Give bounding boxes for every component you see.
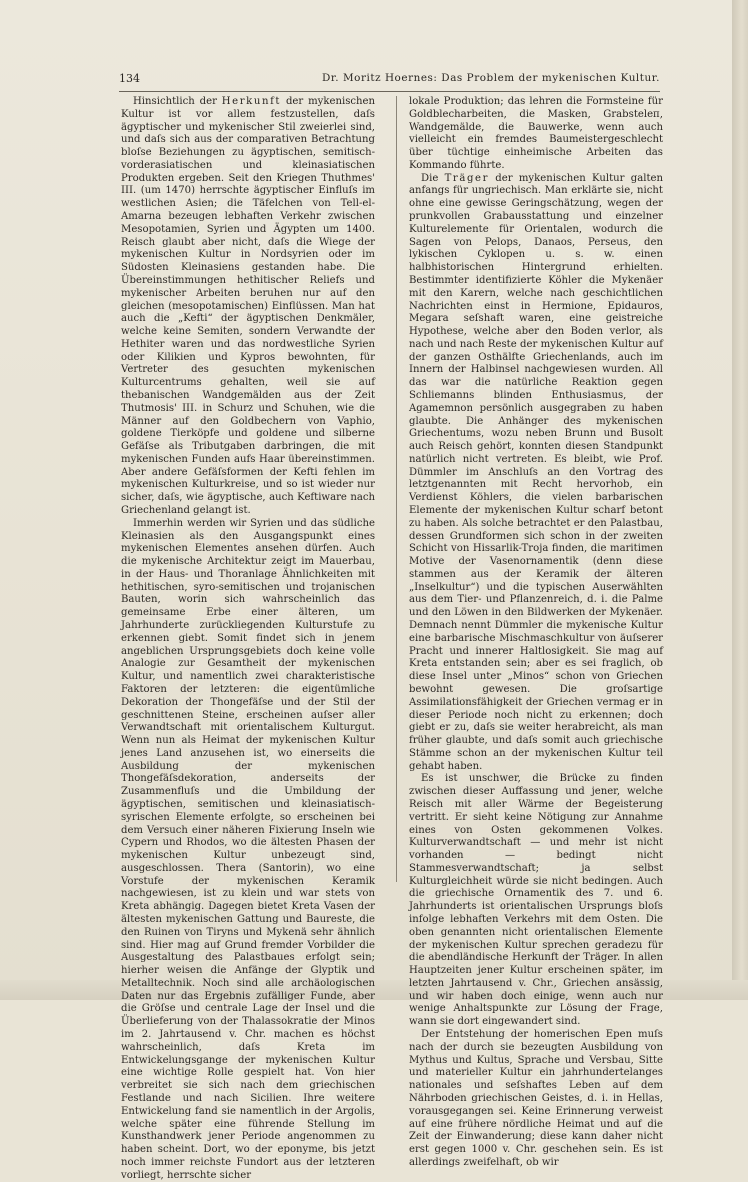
column-divider	[396, 96, 397, 882]
text-run: Hinsichtlich der	[133, 96, 222, 107]
running-title: Dr. Moritz Hoernes: Das Problem der mykenischen Kultur.	[322, 72, 660, 84]
right-text-column	[409, 96, 663, 1170]
page-edge-shadow	[732, 0, 748, 1000]
paragraph	[409, 96, 663, 173]
running-header	[119, 72, 660, 86]
paragraph	[121, 518, 375, 1182]
text-run: Der Entstehung der homerischen Epen muſs nach der durch sie bezeugten Ausbildung von Mythus und Kultus, Sprache und Versbau, Sitte und materieller Kultur ein jahrhundertelanges nationales und seſshaftes Leben auf dem Nährboden griechischen Geistes, d. i. in Hellas, vorausgegangen sei. Keine Erinnerung verweist auf eine frühere nördliche Heimat und auf die Zeit der Einwanderung; diese kann daher nicht erst gegen 1000 v. Chr. geschehen sein. Es ist allerdings zweifelhaft, ob wir	[409, 1029, 663, 1168]
paragraph	[409, 1029, 663, 1170]
text-run: der mykenischen Kultur galten anfangs für ungriechisch. Man erklärte sie, nicht ohne eine gewisse Geringschätzung, wegen der prunkvollen Grabausstattung und einzelner Kulturelemente für Orientalen, wodurch die Sagen von Pelops, Danaos, Perseus, den lykischen Cyklopen u. s. w. einen halbhistorischen Hintergrund erhielten. Bestimmter identifizierte Köhler die Mykenäer mit den Karern, welche nach geschichtlichen Nachrichten einst in Hermione, Epidauros, Megara seſshaft waren, eine geistreiche Hypothese, welche aber den Boden verlor, als nach und nach Reste der mykenischen Kultur auf der ganzen Osthälfte Griechenlands, auch im Innern der Halbinsel nachgewiesen wurden. All das war die natürliche Reaktion gegen Schliemanns blinden Enthusiasmus, der Agamemnon persönlich ausgegraben zu haben glaubte. Die Anhänger des mykenischen Griechentums, wozu neben Brunn und Busolt auch Reisch gehört, konnten diesen Standpunkt natürlich nicht vertreten. Es bleibt, wie Prof. Dümmler im Anschluſs an den Vortrag des letztgenannten mit Recht hervorhob, ein Verdienst Köhlers, die vielen barbarischen Elemente der mykenischen Kultur scharf betont zu haben. Als solche betrachtet er den Palastbau, dessen Grundformen sich schon in der zweiten Schicht von Hissarlik-Troja finden, die maritimen Motive der Vasenornamentik (denn diese stammen aus der Keramik der älteren „Inselkultur“) und die typischen Auserwählten aus dem Tier- und Pflanzenreich, d. i. die Palme und den Löwen in den Bildwerken der Mykenäer. Demnach nennt Dümmler die mykenische Kultur eine barbarische Mischmaschkultur von äuſserer Pracht und innerer Haltlosigkeit. Sie mag auf Kreta entstanden sein; aber es sei fraglich, ob diese Insel unter „Minos“ schon von Griechen bewohnt gewesen. Die groſsartige Assimilationsfähigkeit der Griechen vermag er in dieser Periode noch nicht zu erkennen; doch giebt er zu, daſs sie weiter herabreicht, als man früher glaubte, und daſs somit auch griechische Stämme schon an der mykenischen Kultur teil gehabt haben.	[409, 172, 663, 772]
paragraph	[121, 96, 375, 518]
text-run: Es ist unschwer, die Brücke zu finden zwischen dieser Auffassung und jener, welche Reisch mit aller Wärme der Begeisterung vertritt. Er sieht keine Nötigung zur Annahme eines von Osten gekommenen Volkes. Kulturverwandtschaft — und mehr ist nicht vorhanden — bedingt nicht Stammesverwandtschaft; ja selbst Kulturgleichheit würde sie nicht bedingen. Auch die griechische Ornamentik des 7. und 6. Jahrhunderts ist orientalischen Ursprungs bloſs infolge lebhaften Verkehrs mit dem Osten. Die oben genannten nicht orientalischen Elemente der mykenischen Kultur sprechen geradezu für die abendländische Herkunft der Träger. In allen Hauptzeiten jener Kultur erscheinen später, im letzten Jahrtausend v. Chr., Griechen ansässig, und wir haben doch einige, wenn auch nur wenige Anhaltspunkte zur Lösung der Frage, wann sie dort eingewandert sind.	[409, 773, 663, 1028]
emphasized-term: Träger	[444, 172, 490, 184]
left-text-column	[121, 96, 375, 1182]
paragraph	[409, 773, 663, 1029]
text-run: lokale Produktion; das lehren die Formsteine für Goldblecharbeiten, die Masken, Grabsteleп, Wandgemälde, die Bauwerke, wenn auch vielleicht ein fremdes Baumeistergeschlecht über tüchtige einheimische Arbeiten das Kommando führte.	[409, 96, 663, 171]
paragraph	[409, 173, 663, 774]
text-run: der mykenischen Kultur ist vor allem festzustellen, daſs ägyptischer und mykenischer Stil zweierlei sind, und daſs sich aus der comparativen Betrachtung bloſse Beziehungen zu ägyptischen, semitisch-vorderasiatischen und kleinasiatischen Produkten ergeben. Seit den Kriegen Thuthmes' III. (um 1470) herrschte ägyptischer Einfluſs im westlichen Asien; die Täfelchen von Tell-el-Amarna bezeugen lebhaften Verkehr zwischen Mesopotamien, Syrien und Ägypten um 1400. Reisch glaubt aber nicht, daſs die Wiege der mykenischen Kultur in Nordsyrien oder im Südosten Kleinasiens gestanden habe. Die Übereinstimmungen hethitischer Reliefs und mykenischer Arbeiten beruhen nur auf den gleichen (mesopotamischen) Einflüssen. Man hat auch die „Kefti“ der ägyptischen Denkmäler, welche keine Semiten, sondern Verwandte der Hethiter waren und das nordwestliche Syrien oder Kilikien und Kypros bewohnten, für Vertreter des gesuchten mykenischen Kulturcentrums gehalten, weil sie auf thebanischen Wandgemälden aus der Zeit Thutmosis' III. in Schurz und Schuhen, wie die Männer auf den Goldbechern von Vaphio, goldene Tierköpfe und goldene und silberne Gefäſse als Tributgaben darbringen, die mit mykenischen Funden aufs Haar übereinstimmen. Aber andere Gefäſsformen der Kefti fehlen im mykenischen Kulturkreise, und so ist wieder nur sicher, daſs, wie ägyptische, auch Keftiware nach Griechenland gelangt ist.	[121, 96, 376, 516]
page-number: 134	[119, 72, 140, 85]
text-run: Die	[421, 172, 445, 184]
emphasized-term: Herkunft	[221, 96, 282, 107]
header-rule	[119, 91, 660, 92]
text-run: Immerhin werden wir Syrien und das südliche Kleinasien als den Ausgangspunkt eines mykenischen Elementes ansehen dürfen. Auch die mykenische Architektur zeigt im Mauerbau, in der Haus- und Thoranlage Ähnlichkeiten mit hethitischen, syro-semitischen und trojanischen Bauten, worin sich wahrscheinlich das gemeinsame Erbe einer älteren, um Jahrhunderte zurückliegenden Kulturstufe zu erkennen giebt. Somit findet sich in jenem angeblichen Ursprungsgebiets doch keine volle Analogie zur Gesamtheit der mykenischen Kultur, und namentlich zwei charakteristische Faktoren der letzteren: die eigentümliche Dekoration der Thongefäſse und der Stil der geschnittenen Steine, erscheinen auſser aller Verwandtschaft mit orientalischem Kulturgut. Wenn nun als Heimat der mykenischen Kultur jenes Land anzusehen ist, wo einerseits die Ausbildung der mykenischen Thongefäſsdekoration, anderseits der Zusammenfluſs und die Umbildung der ägyptischen, semitischen und kleinasiatisch-syrischen Elemente erfolgte, so erscheinen bei dem Versuch einer näheren Fixierung Inseln wie Cypern und Rhodos, wo die ältesten Phasen der mykenischen Kultur unbezeugt sind, ausgeschlossen. Thera (Santorin), wo eine Vorstufe der mykenischen Keramik nachgewiesen, ist zu klein und war stets von Kreta abhängig. Dagegen bietet Kreta Vasen der ältesten mykenischen Gattung und Baureste, die den Ruinen von Tiryns und Mykenä sehr ähnlich sind. Hier mag auf Grund fremder Vorbilder die Ausgestaltung des Palastbaues erfolgt sein; hierher weisen die Anfänge der Glyptik und Metalltechnik. Noch sind alle archäologischen Daten nur das Ergebnis zufälliger Funde, aber die Gröſse und centrale Lage der Insel und die Überlieferung von der Thalassokratie der Minos im 2. Jahrtausend v. Chr. machen es höchst wahrscheinlich, daſs Kreta im Entwickelungsgange der mykenischen Kultur eine wichtige Rolle gespielt hat. Von hier verbreitet sie sich nach dem griechischen Festlande und nach Sicilien. Ihre weitere Entwickelung fand sie namentlich in der Argolis, welche später eine führende Stellung im Kunsthandwerk jener Periode angenommen zu haben scheint. Dort, wo der eponyme, bis jetzt noch immer reichste Fundort aus der letzteren vorliegt, herrschte sicher	[121, 517, 375, 1181]
